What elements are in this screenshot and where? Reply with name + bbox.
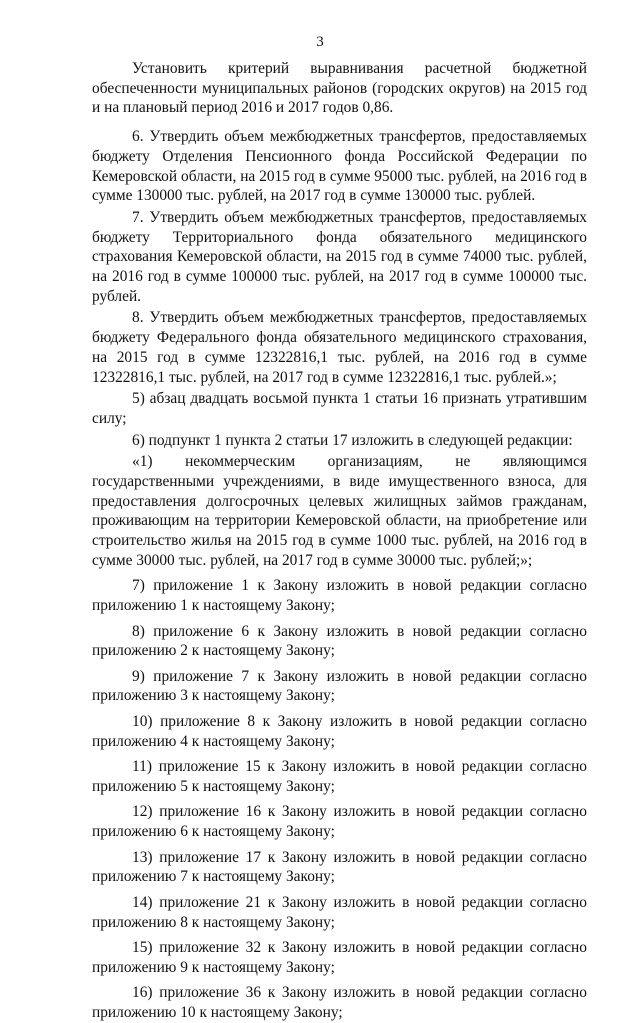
paragraph-amendment-13: 13) приложение 17 к Закону изложить в новой редакции согласно приложению 7 к настоящему Закону; [92,848,587,886]
paragraph-item-6-pension-fund: 6. Утвердить объем межбюджетных трансфертов, предоставляемых бюджету Отделения Пенсионного фонда Российской Федерации по Кемеровской области, на 2015 год в сумме 95000 тыс. рублей, на 2016 год в сумме 130000 тыс. рублей, на 2017 год в сумме 130000 тыс. рублей. [92,128,587,205]
paragraph-amendment-14: 14) приложение 21 к Закону изложить в новой редакции согласно приложению 8 к настоящему Закону; [92,893,587,931]
paragraph-equalization-criterion: Установить критерий выравнивания расчетной бюджетной обеспеченности муниципальных районов (городских округов) на 2015 год и на плановый период 2016 и 2017 годов 0,86. [92,60,587,117]
paragraph-quoted-subitem-1: «1) некоммерческим организациям, не являющимся государственными учреждениями, в виде имущественного взноса, для предоставления долгосрочных целевых жилищных займов гражданам, проживающим на территории Кемеровской области, на приобретение или строительство жилья на 2015 год в сумме 1000 тыс. рублей, на 2016 год в сумме 30000 тыс. рублей, на 2017 год в сумме 30000 тыс. рублей;»; [92,453,587,569]
paragraph-amendment-16: 16) приложение 36 к Закону изложить в новой редакции согласно приложению 10 к настоящему Закону; [92,984,587,1021]
paragraph-item-8-federal-fund: 8. Утвердить объем межбюджетных трансфертов, предоставляемых бюджету Федерального фонда обязательного медицинского страхования, на 2015 год в сумме 12322816,1 тыс. рублей, на 2016 год в сумме 12322816,1 тыс. рублей, на 2017 год в сумме 12322816,1 тыс. рублей.»; [92,309,587,386]
document-body [92,59,587,1023]
paragraph-amendment-5: 5) абзац двадцать восьмой пункта 1 статьи 16 признать утратившим силу; [92,390,587,427]
paragraph-amendment-6: 6) подпункт 1 пункта 2 статьи 17 изложить в следующей редакции: [132,431,573,449]
paragraph-amendment-8: 8) приложение 6 к Закону изложить в новой редакции согласно приложению 2 к настоящему Закону; [92,622,587,660]
paragraph-amendment-15: 15) приложение 32 к Закону изложить в новой редакции согласно приложению 9 к настоящему Закону; [92,939,587,976]
paragraph-amendment-10: 10) приложение 8 к Закону изложить в новой редакции согласно приложению 4 к настоящему Закону; [92,712,587,750]
page-number: 3 [316,34,324,50]
paragraph-item-7-territorial-fund: 7. Утвердить объем межбюджетных трансфертов, предоставляемых бюджету Территориального фонда обязательного медицинского страхования Кемеровской области, на 2015 год в сумме 74000 тыс. рублей, на 2016 год в сумме 100000 тыс. рублей, на 2017 год в сумме 100000 тыс. рублей. [92,208,587,305]
paragraph-amendment-11: 11) приложение 15 к Закону изложить в новой редакции согласно приложению 5 к настоящему Закону; [92,758,587,795]
paragraph-amendment-7: 7) приложение 1 к Закону изложить в новой редакции согласно приложению 1 к настоящему Закону; [92,577,587,615]
paragraph-amendment-9: 9) приложение 7 к Закону изложить в новой редакции согласно приложению 3 к настоящему Закону; [92,667,587,705]
paragraph-amendment-12: 12) приложение 16 к Закону изложить в новой редакции согласно приложению 6 к настоящему Закону; [92,803,587,841]
